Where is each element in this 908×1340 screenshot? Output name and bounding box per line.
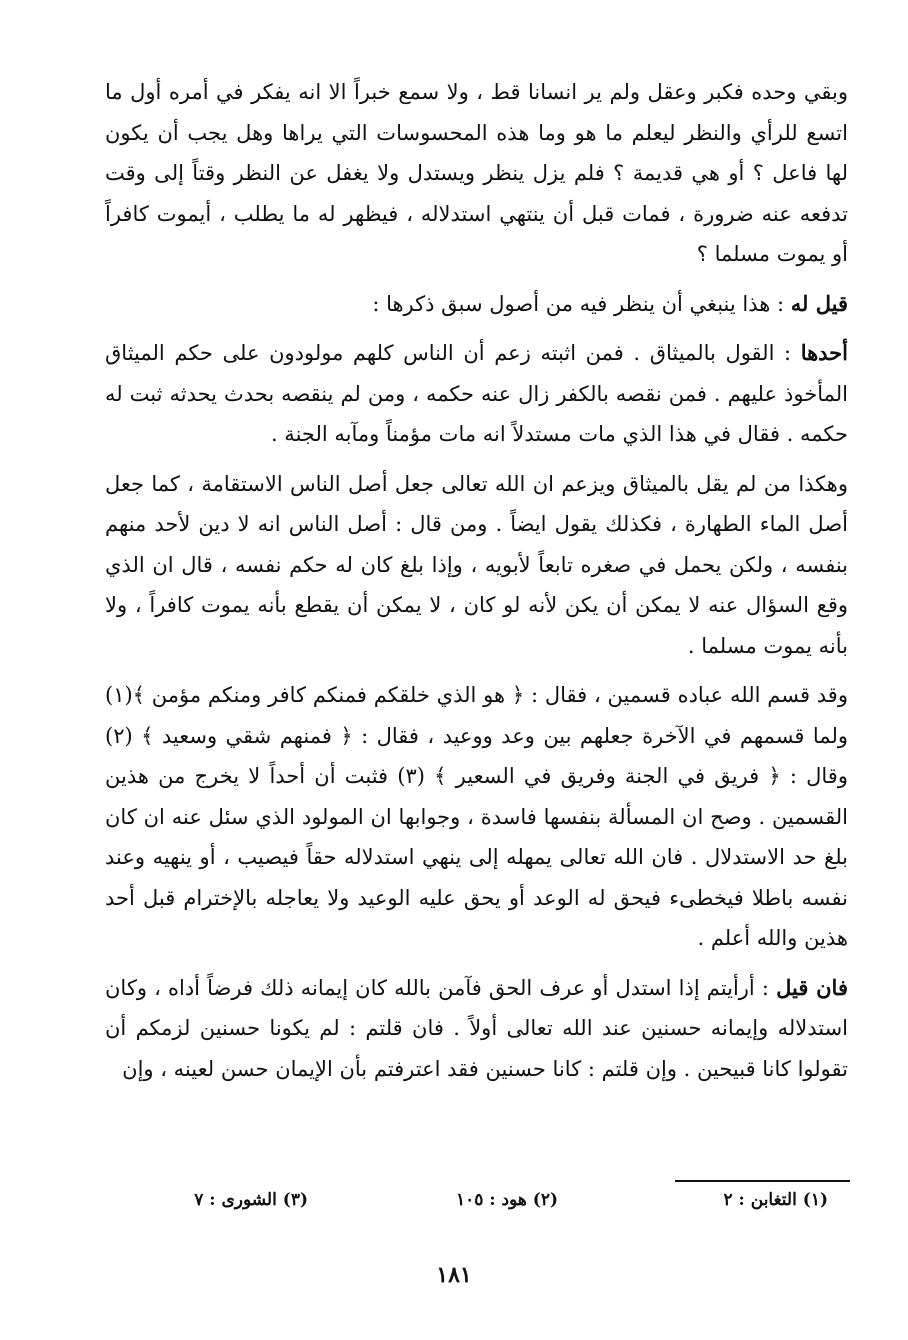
- paragraph-lead: قيل له: [790, 290, 848, 316]
- paragraph-text: وبقي وحده فكبر وعقل ولم ير انسانا قط ، ولا سمع خبراً الا انه يفكر في أمره أول ما اتسع للرأي والنظر ليعلم ما هو وما هذه المحسوسات التي يراها وهل يجب أن يكون لها فاعل ؟ أو هي قديمة ؟ فلم يزل ينظر ويستدل ولا يغفل عن النظر وقتاً إلى وقت تدفعه عنه ضرورة ، فمات قبل أن ينتهي استدلاله ، فيظهر له ما يطلب ، أيموت كافراً أو يموت مسلما ؟: [105, 80, 848, 266]
- paragraph-text: : أرأيتم إذا استدل أو عرف الحق فآمن بالله كان إيمانه ذلك فرضاً أداه ، وكان استدلاله وإيمانه حسنين عند الله تعالى أولاً . فان قلتم : لم يكونا حسنين لزمكم أن تقولوا كانا قبيحين . وإن قلتم : كانا حسنين فقد اعترفتم بأن الإيمان حسن لعينه ، وإن: [105, 975, 848, 1081]
- main-text: [105, 72, 848, 1098]
- paragraph-lead: فان قيل: [776, 974, 848, 1000]
- paragraph-3: [105, 333, 848, 455]
- paragraph-lead: أحدها: [800, 340, 848, 365]
- footnote-divider: [675, 1180, 850, 1182]
- footnote-1: (١) التغابن : ٢: [723, 1190, 828, 1210]
- paragraph-text: : القول بالميثاق . فمن اثبته زعم أن الناس كلهم مولودون على حكم الميثاق المأخوذ عليهم . فمن نقصه بالكفر زال عنه حكمه ، ومن لم ينقصه بحدث يحدثه ثبت له حكمه . فقال في هذا الذي مات مستدلاً انه مات مؤمناً ومآبه الجنة .: [105, 341, 848, 446]
- paragraph-2: [105, 284, 848, 325]
- footnotes: [150, 1190, 828, 1220]
- paragraph-4: [105, 464, 848, 667]
- footnote-3: (٣) الشورى : ٧: [194, 1190, 308, 1210]
- footnote-2: (٢) هود : ١٠٥: [456, 1190, 558, 1210]
- paragraph-text: وقد قسم الله عباده قسمين ، فقال : ﴿ هو الذي خلقكم فمنكم كافر ومنكم مؤمن ﴾(١) ولما قسمهم في الآخرة جعلهم بين وعد ووعيد ، فقال : ﴿ فمنهم شقي وسعيد ﴾ (٢) وقال : ﴿ فريق في الجنة وفريق في السعير ﴾ (٣) فثبت أن أحداً لا يخرج من هذين القسمين . وصح ان المسألة بنفسها فاسدة ، وجوابها ان المولود الذي سئل عنه ان كان بلغ حد الاستدلال . فان الله تعالى يمهله إلى ينهي استدلاله حقاً فيصيب ، أو ينهيه وعند نفسه باطلا فيخطىء فيحق له الوعد أو يحق عليه الوعيد ولا يعاجله بالإخترام قبل أحد هذين والله أعلم .: [105, 683, 848, 950]
- paragraph-1: [105, 72, 848, 275]
- paragraph-6: [105, 968, 848, 1090]
- paragraph-text: : هذا ينبغي أن ينظر فيه من أصول سبق ذكرها :: [372, 291, 791, 316]
- paragraph-text: وهكذا من لم يقل بالميثاق ويزعم ان الله تعالى جعل أصل الناس الاستقامة ، كما جعل أصل الماء الطهارة ، فكذلك يقول ايضاً . ومن قال : أصل الناس انه لا دين لأحد منهم بنفسه ، ولكن يحمل في صغره تابعاً لأبويه ، وإذا بلغ كان له حكم نفسه ، قال ان الذي وقع السؤال عنه لا يمكن أن يكن لأنه لو كان ، لا يمكن أن يقطع بأنه يموت كافراً ، ولا بأنه يموت مسلما .: [105, 471, 848, 658]
- paragraph-5: [105, 675, 848, 959]
- page-number: ١٨١: [436, 1262, 472, 1288]
